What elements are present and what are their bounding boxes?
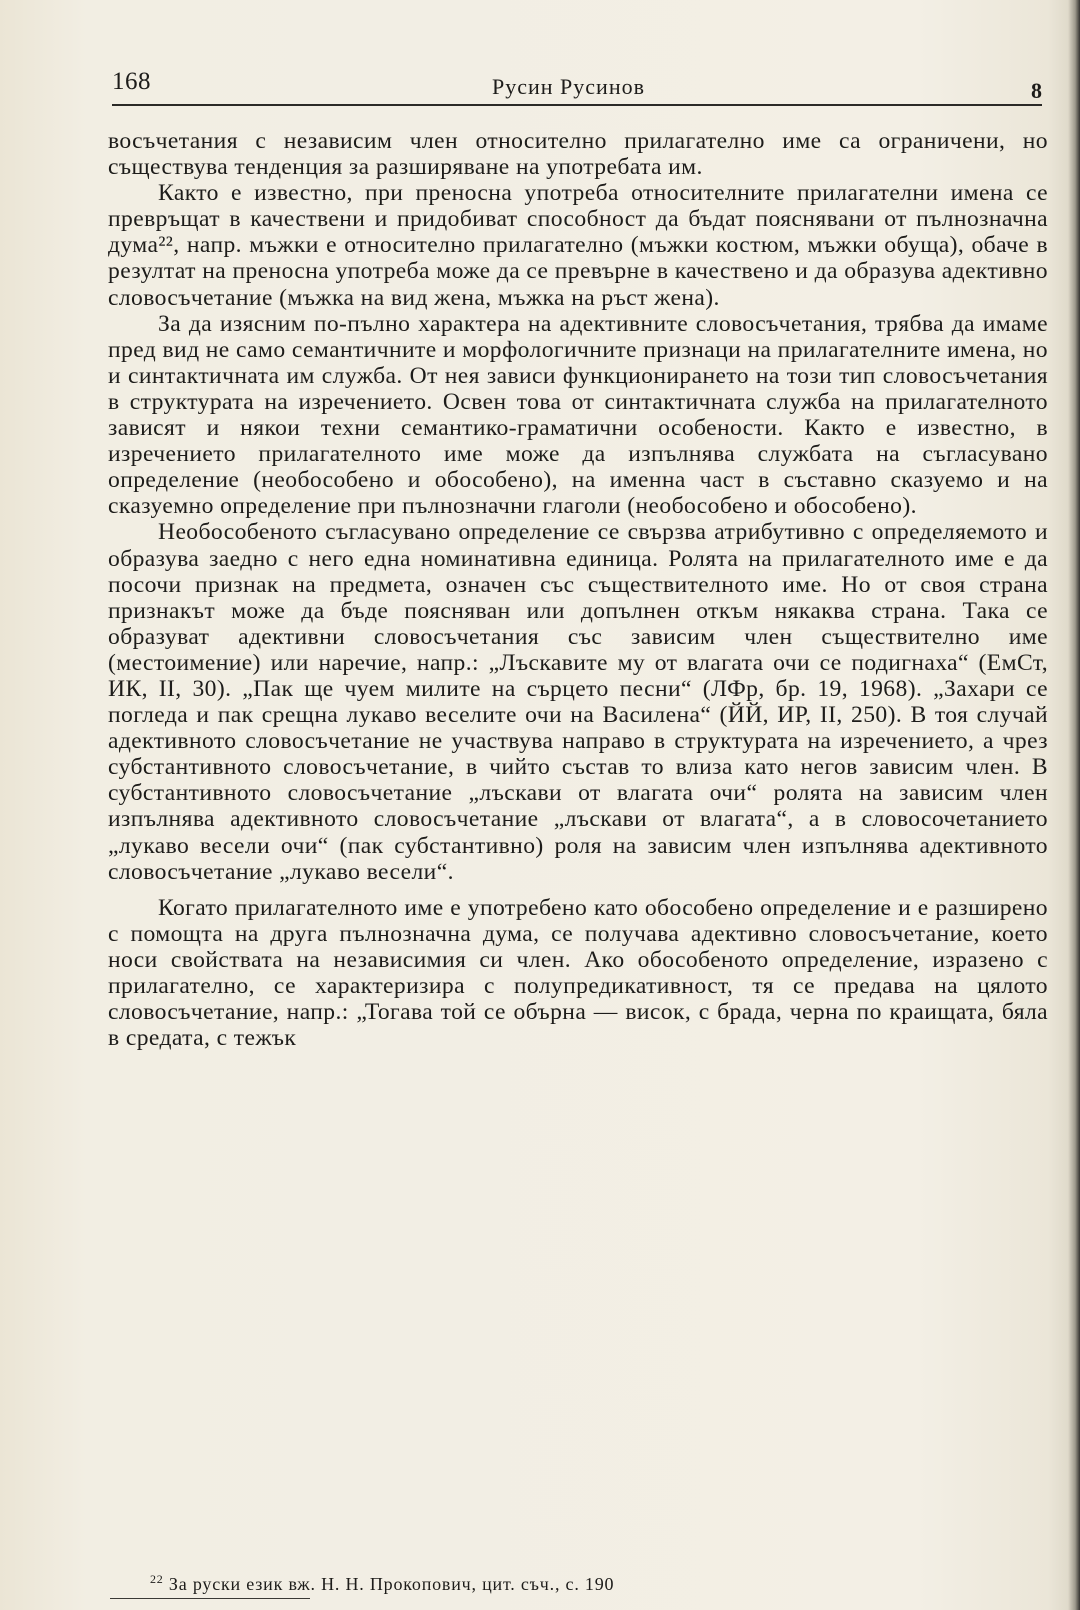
- footnote-rule: [110, 1598, 310, 1599]
- footnote-text: За руски език вж. Н. Н. Прокопович, цит. съч., с. 190: [168, 1574, 615, 1594]
- paragraph-2: Както е известно, при преносна употреба относителните прилагателни имена се превръщат в качествени и придобиват способност да бъдат пояснявани от пълнозначна дума²², напр. мъжки е относително прилагателно (мъжки костюм, мъжки обуща), обаче в резултат на преносна употреба може да се превърне в качествено и да образува адективно словосъчетание (мъжка на вид жена, мъжка на ръст жена).: [108, 180, 1048, 311]
- page-header: [112, 68, 1042, 108]
- body-text: [108, 128, 1048, 1051]
- paragraph-4: Необособеното съгласувано определение се свързва атрибутивно с определяемото и образува заедно с него една номинативна единица. Ролята на прилагателното име е да посочи признак на предмета, означен със съществителното име. Но от своя страна признакът може да бъде поясняван или допълнен откъм някаква страна. Така се образуват адективни словосъчетания със зависим член съществително име (местоимение) или наречие, напр.: „Лъскавите му от влагата очи се подигнаха“ (ЕмСт, ИК, II, 30). „Пак ще чуем милите на сърцето песни“ (ЛФр, бр. 19, 1968). „Захари се погледа и пак срещна лукаво веселите очи на Василена“ (ЙЙ, ИР, II, 250). В тоя случай адективното словосъчетание не участвува направо в структурата на изречението, а чрез субстантивното словосъчетание, в чийто състав то влиза като негов зависим член. В субстантивното словосъчетание „лъскави от влагата очи“ ролята на зависим член изпълнява адективното словосъчетание „лъскави от влагата“, а в словосочетанието „лукаво весели очи“ (пак субстантивно) роля на зависим член изпълнява адективното словосъчетание „лукаво весели“.: [108, 519, 1048, 885]
- footnote: [150, 1572, 1030, 1595]
- paragraph-1: восъчетания с независим член относително прилагателно име са ограничени, но съществува тенденция за разширяване на употребата им.: [108, 128, 1048, 181]
- running-head: Русин Русинов: [492, 74, 645, 99]
- page-edge-shadow: [1068, 0, 1080, 1610]
- footnote-marker: 22: [150, 1572, 164, 1586]
- paragraph-5: Когато прилагателното име е употребено като обособено определение и е разширено с помощта на друга пълнозначна дума, се получава адективно словосъчетание, което носи свойствата на независимия си член. Ако обособеното определение, изразено с прилагателно, се характеризира с полупредикативност, тя се предава на цялото словосъчетание, напр.: „Тогава той се обърна — висок, с брада, черна по краищата, бяла в средата, с тежък: [108, 894, 1048, 1052]
- paragraph-3: За да изясним по-пълно характера на адективните словосъчетания, трябва да имаме пред вид не само семантичните и морфологичните признаци на прилагателните имена, но и синтактичната им служба. От нея зависи функционирането на този тип словосъчетания в структурата на изречението. Освен това от синтактичната служба на прилагателното зависят и някои техни семантико-граматични особености. Както е известно, в изречението прилагателното име може да изпълнява службата на съгласувано определение (необособено и обособено), на именна част в съставно сказуемо и на сказуемно определение при пълнозначни глаголи (необособено и обособено).: [108, 310, 1048, 520]
- margin-mark: 8: [1031, 78, 1042, 103]
- header-rule: [112, 104, 1042, 106]
- page-number: 168: [112, 68, 151, 95]
